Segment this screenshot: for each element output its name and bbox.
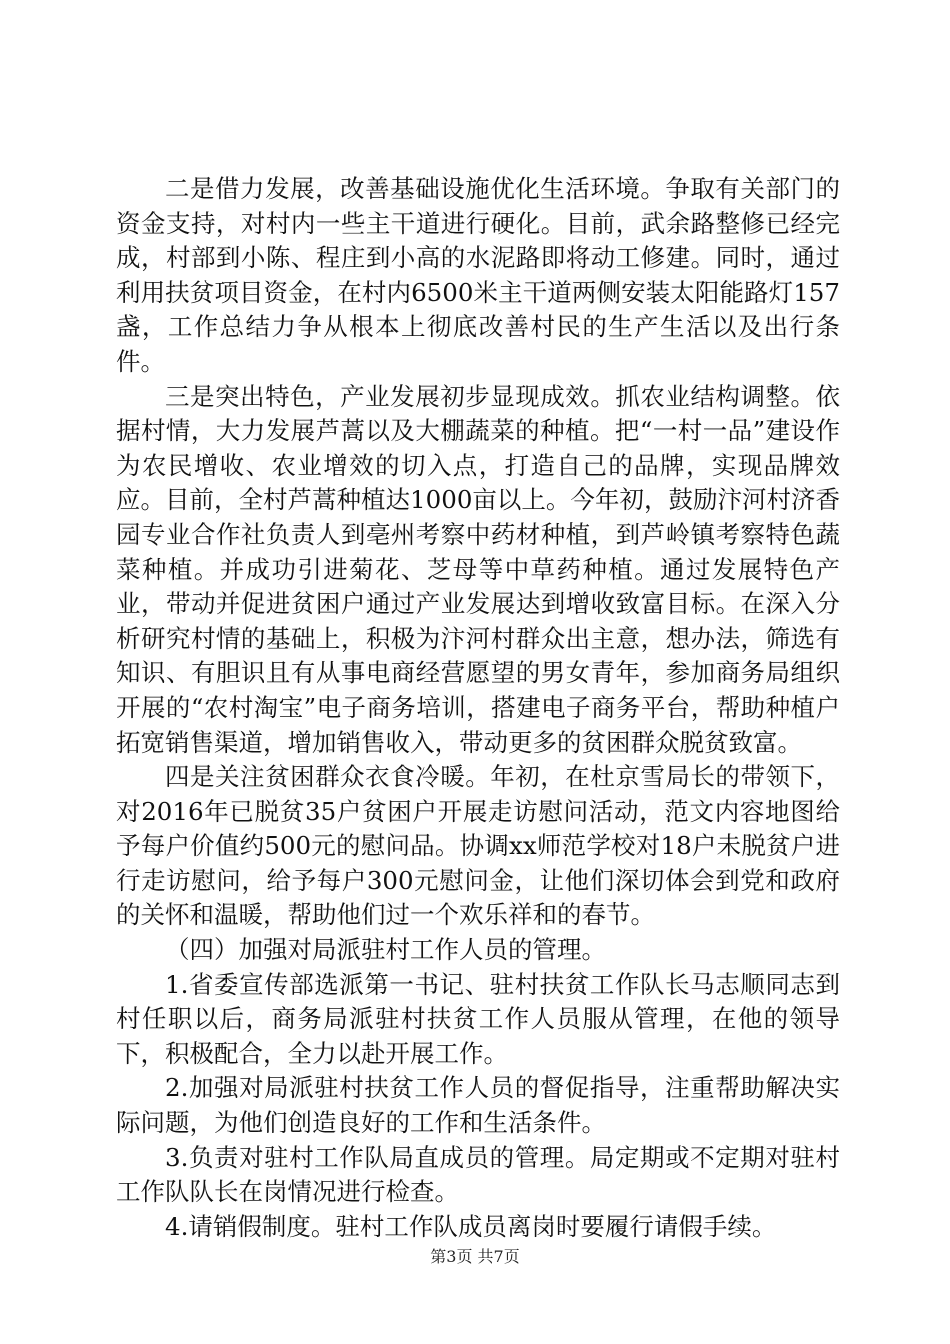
paragraph-industry: 三是突出特色，产业发展初步显现成效。抓农业结构调整。依据村情，大力发展芦蒿以及大棚蔬菜的种植。把“一村一品”建设作为农民增收、农业增效的切入点，打造自己的品牌，实现品牌效应。目前，全村芦蒿种植达1000亩以上。今年初，鼓励汴河村济香园专业合作社负责人到亳州考察中药材种植，到芦岭镇考察特色蔬菜种植。并成功引进菊花、芝母等中草药种植。通过发展特色产业，带动并促进贫困户通过产业发展达到增收致富目标。在深入分析研究村情的基础上，积极为汴河村群众出主意，想办法，筛选有知识、有胆识且有从事电商经营愿望的男女青年，参加商务局组织开展的“农村淘宝”电子商务培训，搭建电子商务平台，帮助种植户拓宽销售渠道，增加销售收入，带动更多的贫困群众脱贫致富。 (116, 381, 840, 757)
section-heading-management: （四）加强对局派驻村工作人员的管理。 (165, 935, 606, 965)
paragraph-item-4: 4.请销假制度。驻村工作队成员离岗时要履行请假手续。 (165, 1211, 777, 1241)
paragraph-infrastructure: 二是借力发展，改善基础设施优化生活环境。争取有关部门的资金支持，对村内一些主干道进行硬化。目前，武余路整修已经完成，村部到小陈、程庄到小高的水泥路即将动工修建。同时，通过利用扶贫项目资金，在村内6500米主干道两侧安装太阳能路灯157盏，工作总结力争从根本上彻底改善村民的生产生活以及出行条件。 (116, 174, 840, 376)
paragraph-item-1: 1.省委宣传部选派第一书记、驻村扶贫工作队长马志顺同志到村任职以后，商务局派驻村扶贫工作人员服从管理，在他的领导下，积极配合，全力以赴开展工作。 (116, 969, 840, 1068)
document-body (116, 172, 840, 1244)
paragraph-poverty-care: 四是关注贫困群众衣食冷暖。年初，在杜京雪局长的带领下，对2016年已脱贫35户贫困户开展走访慰问活动，范文内容地图给予每户价值约500元的慰问品。协调xx师范学校对18户未脱贫户进行走访慰问，给予每户300元慰问金，让他们深切体会到党和政府的关怀和温暖，帮助他们过一个欢乐祥和的春节。 (116, 762, 840, 930)
page-footer: 第3页 共7页 (430, 1247, 520, 1266)
paragraph-item-3: 3.负责对驻村工作队局直成员的管理。局定期或不定期对驻村工作队队长在岗情况进行检查。 (116, 1142, 840, 1207)
paragraph-item-2: 2.加强对局派驻村扶贫工作人员的督促指导，注重帮助解决实际问题，为他们创造良好的工作和生活条件。 (116, 1073, 840, 1138)
